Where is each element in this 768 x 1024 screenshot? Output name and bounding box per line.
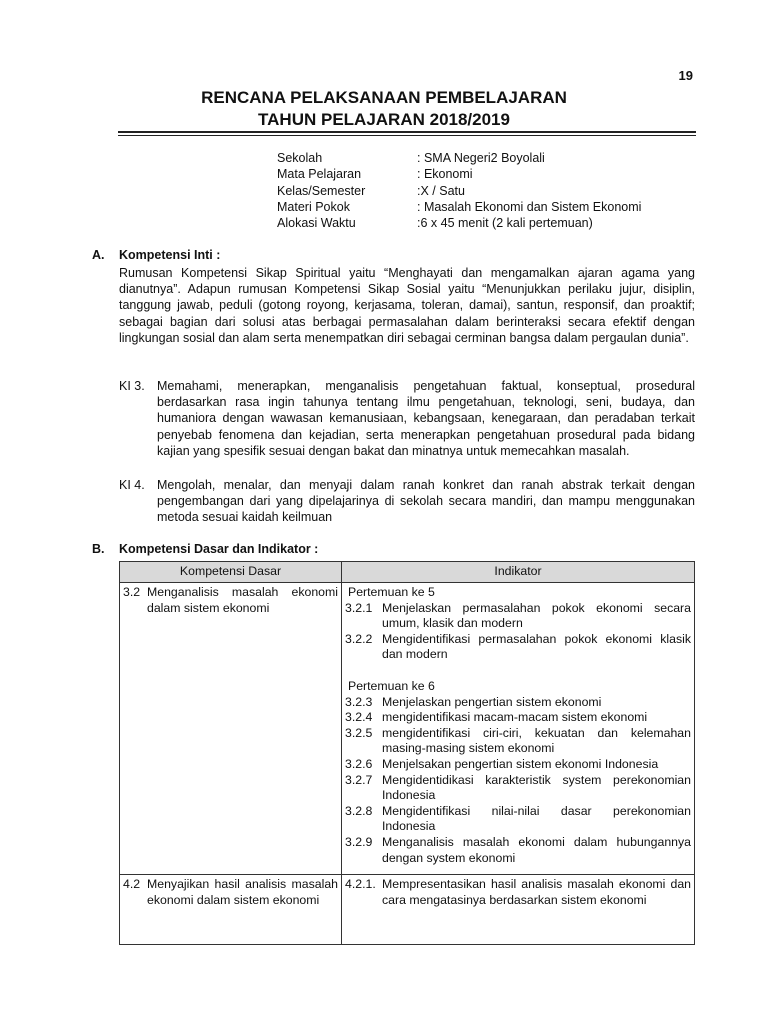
indicator-text: Menjelsakan pengertian sistem ekonomi Indonesia	[382, 756, 659, 771]
indicator-text: Mempresentasikan hasil analisis masalah ekonomi dan cara mengatasinya berdasarkan sistem ekonomi	[382, 877, 691, 907]
indicator-item	[345, 710, 691, 726]
indicator-number: 3.2.3	[345, 694, 373, 709]
indicator-text: Mengidentifikasi nilai-nilai dasar perekonomian Indonesia	[382, 803, 691, 834]
meta-value: : SMA Negeri2 Boyolali	[417, 151, 545, 165]
section-b-heading: Kompetensi Dasar dan Indikator :	[119, 542, 319, 556]
section-a-heading: Kompetensi Inti :	[119, 248, 221, 262]
indicator-cell	[342, 875, 695, 945]
meta-label: Sekolah	[277, 151, 323, 165]
ki4-text: Mengolah, menalar, dan menyaji dalam ranah konkret dan ranah abstrak terkait dengan pengembangan dari yang dipelajarinya di sekolah secara mandiri, dan mampu menggunakan metoda sesuai kaidah keilmuan	[157, 478, 695, 525]
meta-row	[277, 183, 641, 199]
meta-row	[277, 215, 641, 231]
meta-value: :6 x 45 menit (2 kali pertemuan)	[417, 216, 593, 231]
meta-value: :X / Satu	[417, 183, 465, 198]
ki3-block	[119, 378, 695, 459]
indicator-number: 3.2.8	[345, 803, 373, 818]
indicator-cell	[342, 583, 695, 875]
meta-value: : Masalah Ekonomi dan Sistem Ekonomi	[417, 199, 642, 214]
table-row	[120, 583, 695, 875]
title-rule-thin	[118, 135, 696, 136]
kd-text: Menyajikan hasil analisis masalah ekonomi dalam sistem ekonomi	[147, 877, 338, 907]
ki4-block	[119, 477, 695, 526]
indicator-item	[345, 835, 691, 866]
meta-label: Kelas/Semester	[277, 183, 366, 198]
document-title: RENCANA PELAKSANAAN PEMBELAJARAN	[201, 88, 567, 107]
indicator-text: mengidentifikasi ciri-ciri, kekuatan dan kelemahan masing-masing sistem ekonomi	[382, 725, 691, 756]
meta-value: : Ekonomi	[417, 167, 473, 182]
meeting-label: Pertemuan ke 6	[348, 678, 435, 693]
section-a-letter: A.	[92, 248, 105, 262]
indicator-number: 3.2.9	[345, 834, 373, 849]
kd-item	[123, 877, 338, 908]
column-header-kompetensi: Kompetensi Dasar	[120, 562, 342, 583]
meta-row	[277, 150, 641, 166]
kd-number: 3.2	[123, 585, 141, 599]
indicator-number: 4.2.1.	[345, 877, 376, 891]
indicator-item	[345, 877, 691, 908]
document-subtitle: TAHUN PELAJARAN 2018/2019	[258, 110, 510, 129]
indicator-text: Menjelaskan permasalahan pokok ekonomi secara umum, klasik dan modern	[382, 600, 691, 631]
section-a-intro: Rumusan Kompetensi Sikap Spiritual yaitu “Menghayati dan mengamalkan ajaran agama yang dianutnya”. Adapun rumusan Kompetensi Sikap Sosial yaitu “Menunjukkan perilaku jujur, disiplin, tanggung jawab, peduli (gotong royong, kerjasama, toleran, damai), santun, responsif, dan proaktif; sebagai bagian dari solusi atas berbagai permasalahan dalam berinteraksi secara efektif dengan lingkungan sosial dan alam serta menempatkan diri sebagai cerminan bangsa dalam pergaulan dunia”.	[119, 266, 695, 345]
meta-row	[277, 166, 641, 182]
column-header-indikator: Indikator	[342, 562, 695, 583]
indicator-item	[345, 726, 691, 757]
title-rule-thick	[118, 131, 696, 133]
meta-label: Mata Pelajaran	[277, 167, 362, 182]
indicator-text: Mengidentidikasi karakteristik system perekonomian Indonesia	[382, 772, 691, 803]
meta-label: Alokasi Waktu	[277, 216, 356, 231]
indicator-text: Mengidentifikasi permasalahan pokok ekonomi klasik dan modern	[382, 631, 691, 662]
kd-cell	[120, 875, 342, 945]
page-number: 19	[678, 68, 693, 83]
section-b-letter: B.	[92, 542, 105, 556]
indicator-number: 3.2.2	[345, 631, 373, 646]
indicator-number: 3.2.6	[345, 756, 373, 771]
indicator-item	[345, 804, 691, 835]
meeting-label: Pertemuan ke 5	[348, 585, 435, 599]
meta-row	[277, 199, 641, 215]
table-header-row	[120, 562, 695, 583]
spacer	[345, 663, 691, 679]
indicator-text: Menjelaskan pengertian sistem ekonomi	[382, 694, 602, 709]
document-metadata	[277, 150, 641, 231]
ki4-number: KI 4.	[119, 478, 145, 492]
indicator-number: 3.2.5	[345, 725, 373, 740]
meta-label: Materi Pokok	[277, 199, 350, 214]
indicator-item	[345, 773, 691, 804]
indicator-number: 3.2.4	[345, 710, 373, 725]
indicator-item	[345, 601, 691, 632]
indicator-item	[345, 757, 691, 773]
indicator-number: 3.2.7	[345, 772, 373, 787]
competency-table	[119, 561, 695, 945]
indicator-item	[345, 632, 691, 663]
indicator-text: mengidentifikasi macam-macam sistem ekonomi	[382, 710, 648, 725]
indicator-number: 3.2.1	[345, 600, 373, 615]
kd-cell	[120, 583, 342, 875]
table-row	[120, 875, 695, 945]
kd-item	[123, 585, 338, 616]
indicator-text: Menganalisis masalah ekonomi dalam hubungannya dengan system ekonomi	[382, 834, 691, 865]
kd-text: Menganalisis masalah ekonomi dalam sistem ekonomi	[147, 585, 338, 615]
ki3-text: Memahami, menerapkan, menganalisis pengetahuan faktual, konseptual, prosedural berdasarkan rasa ingin tahunya tentang ilmu pengetahuan, teknologi, seni, budaya, dan humaniora dengan wawasan kemanusiaan, kebangsaan, kenegaraan, dan peradaban terkait penyebab fenomena dan kejadian, serta menerapkan pengetahuan prosedural pada bidang kajian yang spesifik sesuai dengan bakat dan minatnya untuk memecahkan masalah.	[157, 379, 695, 458]
kd-number: 4.2	[123, 877, 141, 891]
ki3-number: KI 3.	[119, 379, 145, 393]
indicator-item	[345, 695, 691, 711]
